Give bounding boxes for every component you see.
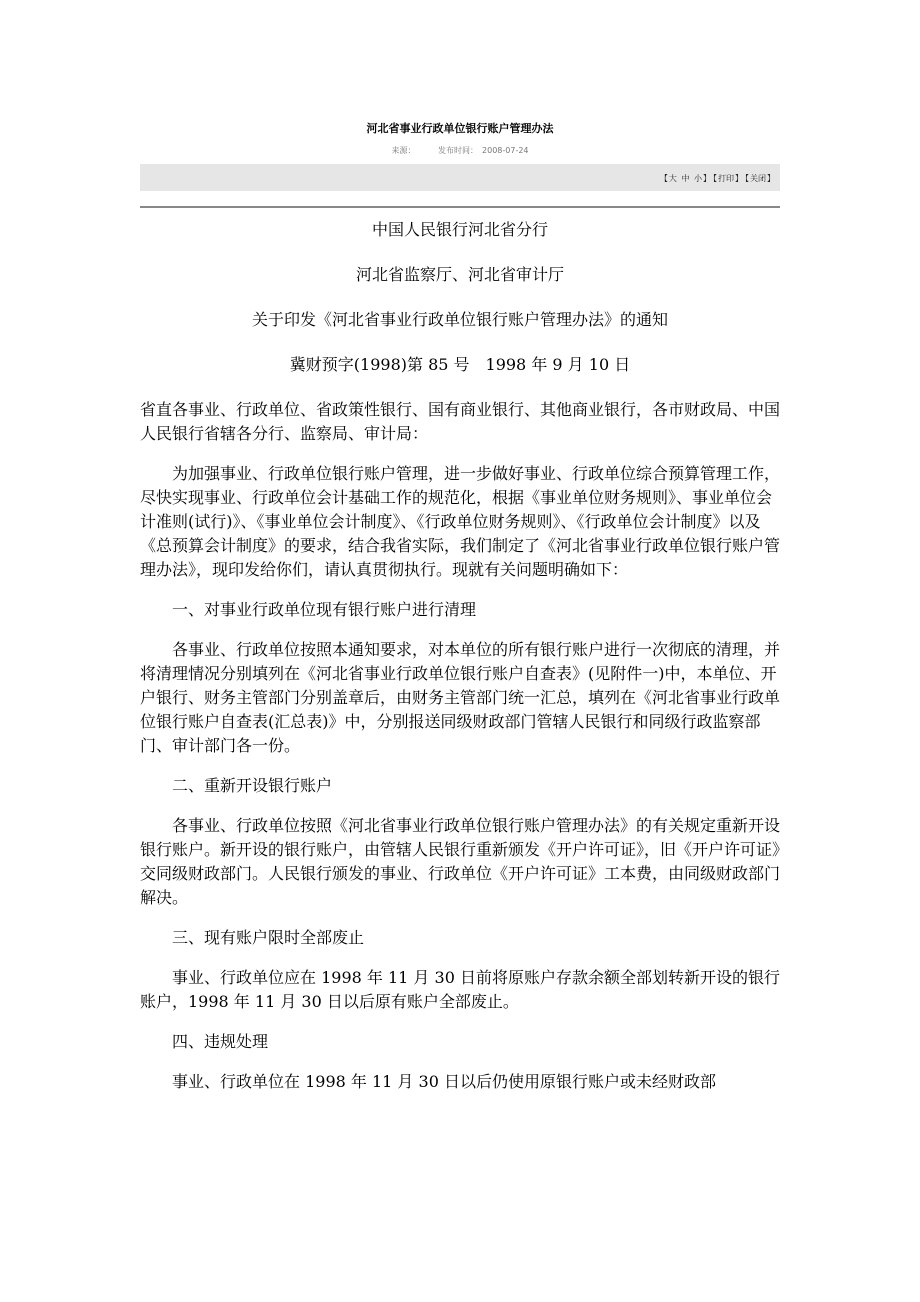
section-2-body: 各事业、行政单位按照《河北省事业行政单位银行账户管理办法》的有关规定重新开设银行账户。新开设的银行账户，由管辖人民银行重新颁发《开户许可证》，旧《开户许可证》交同级财政部门。人民银行颁发的事业、行政单位《开户许可证》工本费，由同级财政部门解决。: [140, 816, 781, 907]
publish-date-label: 发布时间：: [438, 146, 479, 155]
intro-paragraph: 为加强事业、行政单位银行账户管理，进一步做好事业、行政单位综合预算管理工作，尽快实现事业、行政单位会计基础工作的规范化，根据《事业单位财务规则》、事业单位会计准则(试行)》、《事业单位会计制度》、《行政单位财务规则》、《行政单位会计制度》以及《总预算会计制度》的要求，结合我省实际，我们制定了《河北省事业行政单位银行账户管理办法》，现印发给你们，请认真贯彻执行。现就有关问题明确如下：: [140, 464, 781, 579]
publish-date-value: 2008-07-24: [482, 146, 529, 155]
font-size-small-link[interactable]: 小: [694, 174, 702, 183]
font-size-medium-link[interactable]: 中: [681, 174, 690, 183]
section-1-heading: 一、对事业行政单位现有银行账户进行清理: [172, 600, 477, 619]
article-title: 河北省事业行政单位银行账户管理办法: [366, 122, 554, 135]
article-meta: [140, 146, 780, 156]
toolbar-links: [659, 173, 776, 184]
addressee-paragraph: 省直各事业、行政单位、省政策性银行、国有商业银行、其他商业银行，各市财政局、中国人民银行省辖各分行、监察局、审计局：: [140, 400, 781, 443]
issuer-line-1: 中国人民银行河北省分行: [371, 220, 548, 239]
font-size-large-link[interactable]: 大: [668, 174, 677, 183]
section-4-heading: 四、违规处理: [172, 1032, 269, 1051]
source-label: 来源：: [391, 146, 416, 155]
document-number: 冀财预字(1998)第 85 号 1998 年 9 月 10 日: [289, 355, 631, 374]
print-link[interactable]: 【打印】: [713, 174, 743, 183]
document-header: [140, 218, 780, 377]
print-link-label[interactable]: 打印: [718, 174, 734, 183]
close-link-label[interactable]: 关闭: [750, 174, 766, 183]
section-3-body: 事业、行政单位应在 1998 年 11 月 30 日前将原账户存款余额全部划转新开设的银行账户，1998 年 11 月 30 日以后原有账户全部废止。: [140, 968, 780, 1011]
notice-title: 关于印发《河北省事业行政单位银行账户管理办法》的通知: [251, 310, 668, 329]
issuer-line-2: 河北省监察厅、河北省审计厅: [355, 265, 564, 284]
article-toolbar: [140, 164, 780, 191]
section-1-body: 各事业、行政单位按照本通知要求，对本单位的所有银行账户进行一次彻底的清理，并将清理情况分别填列在《河北省事业行政单位银行账户自查表》(见附件一)中，本单位、开户银行、财务主管部门分别盖章后，由财务主管部门统一汇总，填列在《河北省事业行政单位银行账户自查表(汇总表)》中，分别报送同级财政部门管辖人民银行和同级行政监察部门、审计部门各一份。: [140, 640, 781, 755]
document-body: [140, 218, 780, 1110]
font-size-group: 【大 中 小】: [659, 174, 711, 183]
section-3-heading: 三、现有账户限时全部废止: [172, 928, 365, 947]
close-link[interactable]: 【关闭】: [745, 174, 775, 183]
header-divider: [140, 206, 780, 208]
section-2-heading: 二、重新开设银行账户: [172, 776, 333, 795]
publish-date: [438, 146, 529, 155]
section-4-body: 事业、行政单位在 1998 年 11 月 30 日以后仍使用原银行账户或未经财政部: [172, 1072, 716, 1091]
